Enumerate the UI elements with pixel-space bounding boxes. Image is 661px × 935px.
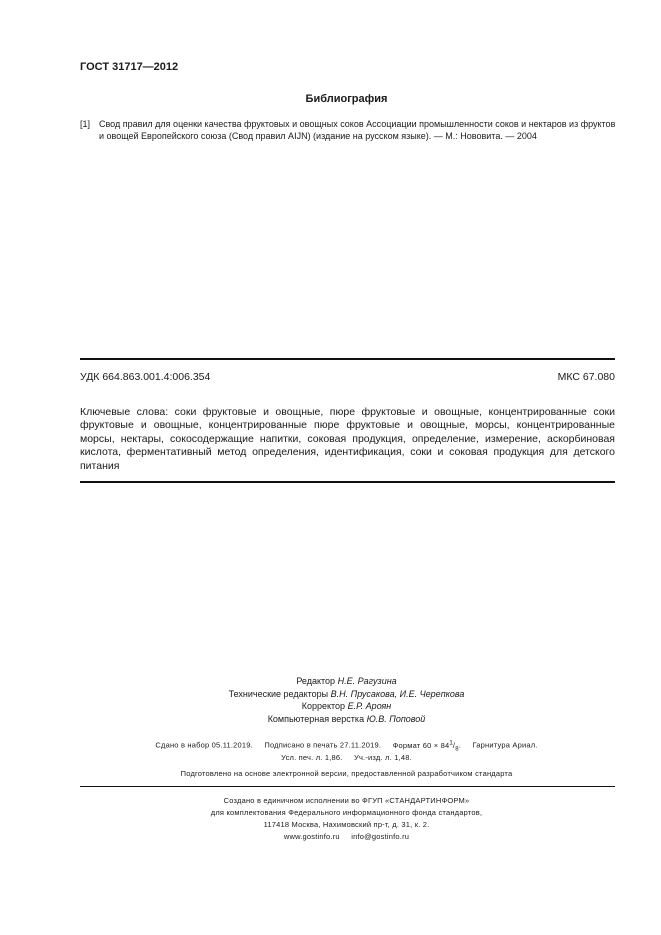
- publisher-footer: [0, 795, 661, 843]
- footer-line-1: Создано в единичном исполнении во ФГУП «СТАНДАРТИНФОРМ»: [223, 796, 470, 805]
- typeset-date: Сдано в набор 05.11.2019.: [155, 740, 253, 750]
- keywords-paragraph: Ключевые слова: соки фруктовые и овощные, пюре фруктовые и овощные, концентрированные соки фруктовые и овощные, концентрированные пюре фруктовые и овощные, морсы, концентрированные морсы, нектары, сокосодержащие напитки, соковая продукция, определение, измерение, аскорбиновая кислота, ферментативный метод определения, идентификация, соки и соковая продукция для детского питания: [80, 406, 615, 472]
- credit-layout: [0, 713, 661, 726]
- credit-layout-label: Компьютерная верстка: [267, 713, 365, 724]
- divider-keywords: [80, 481, 615, 483]
- print-signed-date: Подписано в печать 27.11.2019.: [264, 740, 382, 750]
- footer-contacts: [0, 831, 661, 843]
- publication-note: Подготовлено на основе электронной версии, предоставленной разработчиком стандарта: [180, 769, 513, 778]
- credit-editor: [0, 675, 661, 688]
- credit-editor-name: Н.Е. Рагузина: [337, 676, 397, 686]
- credit-corrector-name: Е.Р. Ароян: [347, 701, 392, 712]
- typeface: Гарнитура Ариал.: [472, 740, 538, 750]
- credits-block: [0, 675, 661, 725]
- publication-line-1: Сдано в набор 05.11.2019. Подписано в печать 27.11.2019. Формат $60 \times 84^1/_8$. Гарнитура Ариал.: [155, 740, 538, 752]
- credit-layout-name: Ю.В. Поповой: [366, 713, 426, 724]
- divider-footer: [80, 786, 615, 787]
- mks-code: МКС 67.080: [557, 371, 615, 383]
- credit-editor-label: Редактор: [296, 676, 336, 686]
- footer-line-2: для комплектования Федерального информационного фонда стандартов,: [210, 808, 483, 817]
- udk-code: УДК 664.863.001.4:006.354: [80, 371, 211, 383]
- credit-corrector: [0, 700, 661, 713]
- publication-line-2: [0, 753, 661, 762]
- bibliography-title: Библиография: [305, 93, 388, 105]
- footer-site-link[interactable]: www.gostinfo.ru: [283, 832, 340, 841]
- footer-address: 117418 Москва, Нахимовский пр-т, д. 31, к. 2.: [263, 820, 430, 829]
- footer-email-link[interactable]: info@gostinfo.ru: [351, 832, 410, 841]
- document-code: ГОСТ 31717—2012: [80, 61, 179, 73]
- publisher-sheets: Уч.-изд. л. 1,48.: [353, 753, 412, 762]
- credit-tech-editors-names: В.Н. Прусакова, И.Е. Черепкова: [330, 688, 465, 699]
- credit-tech-editors: [0, 688, 661, 701]
- print-sheets: Усл. печ. л. 1,86.: [281, 753, 343, 762]
- credit-tech-editors-label: Технические редакторы: [228, 688, 329, 699]
- paper-format: Формат $60 \times 84^1/_8$: [392, 740, 459, 752]
- reference-text: Свод правил для оценки качества фруктовых и овощных соков Ассоциации промышленности соков и нектаров из фруктов и овощей Европейского союза (Свод правил AIJN) (издание на русском языке). — М.: Нововита. — 2004: [99, 119, 616, 141]
- divider-top: [80, 358, 615, 360]
- credit-corrector-label: Корректор: [301, 701, 346, 712]
- reference-number: [1]: [80, 119, 91, 129]
